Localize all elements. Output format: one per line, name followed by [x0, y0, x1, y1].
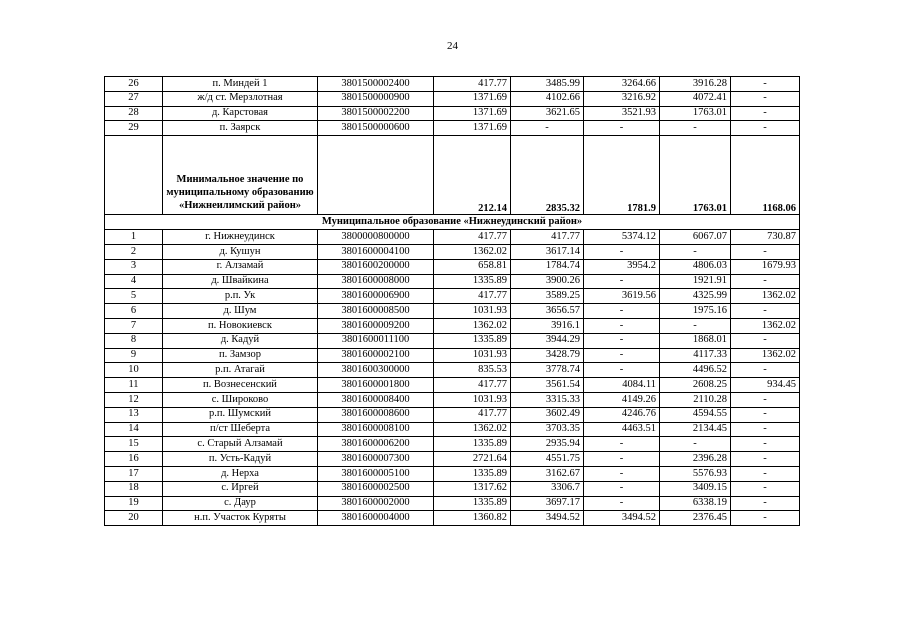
value-cell: 3619.56: [584, 289, 660, 304]
value-cell: 1362.02: [434, 318, 511, 333]
table-row: [105, 121, 800, 136]
row-number-cell: 13: [105, 407, 163, 422]
value-cell: 417.77: [434, 378, 511, 393]
settlement-name-cell: д. Швайкина: [163, 274, 318, 289]
row-number-cell: 7: [105, 318, 163, 333]
value-cell: 5576.93: [660, 466, 731, 481]
value-cell: 1868.01: [660, 333, 731, 348]
value-cell: -: [511, 121, 584, 136]
value-cell: 4149.26: [584, 392, 660, 407]
oktmo-code-cell: 3801600002500: [318, 481, 434, 496]
value-cell: 1679.93: [731, 259, 800, 274]
oktmo-code-cell: 3801600004000: [318, 511, 434, 526]
value-cell: 835.53: [434, 363, 511, 378]
table-row: [105, 363, 800, 378]
min-row-index-cell: [105, 136, 163, 215]
oktmo-code-cell: 3801600008400: [318, 392, 434, 407]
value-cell: 3561.54: [511, 378, 584, 393]
value-cell: 3916.28: [660, 77, 731, 92]
value-cell: -: [660, 244, 731, 259]
value-cell: -: [660, 318, 731, 333]
value-cell: 417.77: [434, 407, 511, 422]
settlement-name-cell: п. Замзор: [163, 348, 318, 363]
value-cell: 3621.65: [511, 106, 584, 121]
value-cell: -: [731, 392, 800, 407]
table-row: [105, 318, 800, 333]
value-cell: -: [584, 274, 660, 289]
row-number-cell: 8: [105, 333, 163, 348]
value-cell: 1335.89: [434, 496, 511, 511]
value-cell: 417.77: [434, 77, 511, 92]
value-cell: 3697.17: [511, 496, 584, 511]
value-cell: 1763.01: [660, 106, 731, 121]
value-cell: 4551.75: [511, 452, 584, 467]
value-cell: 1362.02: [434, 422, 511, 437]
row-number-cell: 14: [105, 422, 163, 437]
value-cell: -: [731, 422, 800, 437]
value-cell: 3216.92: [584, 91, 660, 106]
value-cell: 1335.89: [434, 333, 511, 348]
value-cell: 3409.15: [660, 481, 731, 496]
value-cell: 4463.51: [584, 422, 660, 437]
value-cell: 3589.25: [511, 289, 584, 304]
value-cell: 1031.93: [434, 392, 511, 407]
value-cell: 4117.33: [660, 348, 731, 363]
value-cell: 3485.99: [511, 77, 584, 92]
oktmo-code-cell: 3801600008100: [318, 422, 434, 437]
table-row: [105, 91, 800, 106]
value-cell: -: [584, 318, 660, 333]
value-cell: -: [584, 466, 660, 481]
settlement-name-cell: п. Вознесенский: [163, 378, 318, 393]
value-cell: 4325.99: [660, 289, 731, 304]
table-row: [105, 230, 800, 245]
value-cell: 1975.16: [660, 304, 731, 319]
oktmo-code-cell: 3801600006200: [318, 437, 434, 452]
value-cell: 4072.41: [660, 91, 731, 106]
value-cell: 4246.76: [584, 407, 660, 422]
oktmo-code-cell: 3801600008500: [318, 304, 434, 319]
table-row: [105, 422, 800, 437]
table-row: [105, 304, 800, 319]
value-cell: 4102.66: [511, 91, 584, 106]
value-cell: -: [731, 481, 800, 496]
table-row: [105, 466, 800, 481]
value-cell: 3494.52: [511, 511, 584, 526]
row-number-cell: 15: [105, 437, 163, 452]
settlement-name-cell: п. Новокиевск: [163, 318, 318, 333]
value-cell: -: [731, 511, 800, 526]
settlement-name-cell: п. Миндей 1: [163, 77, 318, 92]
settlement-name-cell: д. Кадуй: [163, 333, 318, 348]
value-cell: 417.77: [511, 230, 584, 245]
value-cell: 3521.93: [584, 106, 660, 121]
value-cell: -: [731, 496, 800, 511]
value-cell: 1362.02: [731, 289, 800, 304]
row-number-cell: 10: [105, 363, 163, 378]
row-number-cell: 5: [105, 289, 163, 304]
value-cell: -: [731, 363, 800, 378]
table-row: [105, 274, 800, 289]
row-number-cell: 4: [105, 274, 163, 289]
value-cell: 1362.02: [731, 348, 800, 363]
min-row-value: 1168.06: [731, 136, 800, 215]
value-cell: 1031.93: [434, 348, 511, 363]
value-cell: 3306.7: [511, 481, 584, 496]
settlement-name-cell: ж/д ст. Мерзлотная: [163, 91, 318, 106]
row-number-cell: 11: [105, 378, 163, 393]
row-number-cell: 18: [105, 481, 163, 496]
table-min-section: [105, 136, 800, 230]
value-cell: -: [731, 407, 800, 422]
value-cell: -: [731, 121, 800, 136]
row-number-cell: 20: [105, 511, 163, 526]
value-cell: -: [731, 466, 800, 481]
tariff-table: [104, 76, 800, 526]
row-number-cell: 19: [105, 496, 163, 511]
value-cell: -: [731, 244, 800, 259]
table-row: [105, 77, 800, 92]
oktmo-code-cell: 3801500002200: [318, 106, 434, 121]
value-cell: 6338.19: [660, 496, 731, 511]
table-row: [105, 244, 800, 259]
value-cell: 1335.89: [434, 437, 511, 452]
settlement-name-cell: с. Широково: [163, 392, 318, 407]
value-cell: -: [731, 274, 800, 289]
value-cell: 417.77: [434, 230, 511, 245]
value-cell: -: [731, 437, 800, 452]
table-row: [105, 348, 800, 363]
value-cell: 4084.11: [584, 378, 660, 393]
value-cell: 1784.74: [511, 259, 584, 274]
min-row-value: 2835.32: [511, 136, 584, 215]
table-row: [105, 437, 800, 452]
value-cell: 1362.02: [731, 318, 800, 333]
oktmo-code-cell: 3801500000600: [318, 121, 434, 136]
row-number-cell: 26: [105, 77, 163, 92]
settlement-name-cell: п. Усть-Кадуй: [163, 452, 318, 467]
min-row-value: 212.14: [434, 136, 511, 215]
value-cell: 2608.25: [660, 378, 731, 393]
row-number-cell: 27: [105, 91, 163, 106]
table-row: [105, 378, 800, 393]
settlement-name-cell: д. Нерха: [163, 466, 318, 481]
table-row: [105, 511, 800, 526]
value-cell: 1371.69: [434, 121, 511, 136]
row-number-cell: 28: [105, 106, 163, 121]
oktmo-code-cell: 3801600002000: [318, 496, 434, 511]
row-number-cell: 29: [105, 121, 163, 136]
value-cell: -: [584, 437, 660, 452]
value-cell: 4496.52: [660, 363, 731, 378]
section-header-row: [105, 215, 800, 230]
value-cell: 934.45: [731, 378, 800, 393]
value-cell: 3162.67: [511, 466, 584, 481]
value-cell: 2396.28: [660, 452, 731, 467]
row-number-cell: 12: [105, 392, 163, 407]
value-cell: 2935.94: [511, 437, 584, 452]
value-cell: 1317.62: [434, 481, 511, 496]
row-number-cell: 2: [105, 244, 163, 259]
value-cell: 3494.52: [584, 511, 660, 526]
value-cell: -: [731, 304, 800, 319]
value-cell: -: [584, 481, 660, 496]
value-cell: -: [584, 244, 660, 259]
table-body-top: [105, 77, 800, 136]
row-number-cell: 3: [105, 259, 163, 274]
value-cell: -: [584, 348, 660, 363]
settlement-name-cell: н.п. Участок Куряты: [163, 511, 318, 526]
settlement-name-cell: с. Иргей: [163, 481, 318, 496]
value-cell: -: [731, 452, 800, 467]
table-row: [105, 333, 800, 348]
value-cell: -: [731, 333, 800, 348]
value-cell: 1921.91: [660, 274, 731, 289]
oktmo-code-cell: 3801600004100: [318, 244, 434, 259]
oktmo-code-cell: 3801600005100: [318, 466, 434, 481]
table-row: [105, 106, 800, 121]
page-number: 24: [447, 40, 458, 52]
settlement-name-cell: г. Алзамай: [163, 259, 318, 274]
section-title: Муниципальное образование «Нижнеудинский район»: [105, 215, 800, 230]
value-cell: 3264.66: [584, 77, 660, 92]
oktmo-code-cell: 3801600008600: [318, 407, 434, 422]
value-cell: 3602.49: [511, 407, 584, 422]
settlement-name-cell: д. Шум: [163, 304, 318, 319]
oktmo-code-cell: 3801600007300: [318, 452, 434, 467]
value-cell: 1335.89: [434, 466, 511, 481]
table-row: [105, 259, 800, 274]
oktmo-code-cell: 3801600009200: [318, 318, 434, 333]
value-cell: 3703.35: [511, 422, 584, 437]
value-cell: -: [660, 437, 731, 452]
value-cell: 3315.33: [511, 392, 584, 407]
value-cell: 1360.82: [434, 511, 511, 526]
oktmo-code-cell: 3801600300000: [318, 363, 434, 378]
value-cell: 1335.89: [434, 274, 511, 289]
value-cell: 3944.29: [511, 333, 584, 348]
value-cell: 3954.2: [584, 259, 660, 274]
value-cell: 1031.93: [434, 304, 511, 319]
value-cell: 2110.28: [660, 392, 731, 407]
settlement-name-cell: п/ст Шеберта: [163, 422, 318, 437]
settlement-name-cell: р.п. Ук: [163, 289, 318, 304]
table-row: [105, 452, 800, 467]
value-cell: 3900.26: [511, 274, 584, 289]
oktmo-code-cell: 3801600008000: [318, 274, 434, 289]
value-cell: 3428.79: [511, 348, 584, 363]
oktmo-code-cell: 3801600200000: [318, 259, 434, 274]
settlement-name-cell: р.п. Атагай: [163, 363, 318, 378]
table-row: [105, 289, 800, 304]
value-cell: -: [731, 91, 800, 106]
table-body-bottom: [105, 230, 800, 526]
value-cell: -: [660, 121, 731, 136]
settlement-name-cell: д. Карстовая: [163, 106, 318, 121]
min-row-label: Минимальное значение по муниципальному образованию «Нижнеилимский район»: [163, 136, 318, 215]
settlement-name-cell: с. Старый Алзамай: [163, 437, 318, 452]
value-cell: -: [584, 333, 660, 348]
row-number-cell: 17: [105, 466, 163, 481]
value-cell: 1371.69: [434, 91, 511, 106]
value-cell: 2376.45: [660, 511, 731, 526]
table-row: [105, 392, 800, 407]
min-row-value: 1763.01: [660, 136, 731, 215]
value-cell: 3656.57: [511, 304, 584, 319]
value-cell: 658.81: [434, 259, 511, 274]
value-cell: 3778.74: [511, 363, 584, 378]
min-row-code-cell: [318, 136, 434, 215]
min-value-row: [105, 136, 800, 215]
value-cell: 1371.69: [434, 106, 511, 121]
value-cell: 4594.55: [660, 407, 731, 422]
row-number-cell: 6: [105, 304, 163, 319]
value-cell: -: [584, 363, 660, 378]
value-cell: 5374.12: [584, 230, 660, 245]
value-cell: 4806.03: [660, 259, 731, 274]
value-cell: -: [731, 106, 800, 121]
min-row-value: 1781.9: [584, 136, 660, 215]
value-cell: -: [584, 496, 660, 511]
value-cell: 2721.64: [434, 452, 511, 467]
value-cell: 6067.07: [660, 230, 731, 245]
value-cell: 3916.1: [511, 318, 584, 333]
oktmo-code-cell: 3801600002100: [318, 348, 434, 363]
oktmo-code-cell: 3800000800000: [318, 230, 434, 245]
table-row: [105, 496, 800, 511]
oktmo-code-cell: 3801500002400: [318, 77, 434, 92]
settlement-name-cell: р.п. Шумский: [163, 407, 318, 422]
oktmo-code-cell: 3801600001800: [318, 378, 434, 393]
settlement-name-cell: д. Кушун: [163, 244, 318, 259]
row-number-cell: 16: [105, 452, 163, 467]
value-cell: 3617.14: [511, 244, 584, 259]
row-number-cell: 1: [105, 230, 163, 245]
value-cell: 417.77: [434, 289, 511, 304]
oktmo-code-cell: 3801600011100: [318, 333, 434, 348]
row-number-cell: 9: [105, 348, 163, 363]
oktmo-code-cell: 3801600006900: [318, 289, 434, 304]
value-cell: -: [584, 121, 660, 136]
oktmo-code-cell: 3801500000900: [318, 91, 434, 106]
table-row: [105, 407, 800, 422]
settlement-name-cell: п. Заярск: [163, 121, 318, 136]
settlement-name-cell: г. Нижнеудинск: [163, 230, 318, 245]
value-cell: 1362.02: [434, 244, 511, 259]
value-cell: 730.87: [731, 230, 800, 245]
value-cell: 2134.45: [660, 422, 731, 437]
value-cell: -: [584, 304, 660, 319]
value-cell: -: [584, 452, 660, 467]
settlement-name-cell: с. Даур: [163, 496, 318, 511]
value-cell: -: [731, 77, 800, 92]
table-row: [105, 481, 800, 496]
